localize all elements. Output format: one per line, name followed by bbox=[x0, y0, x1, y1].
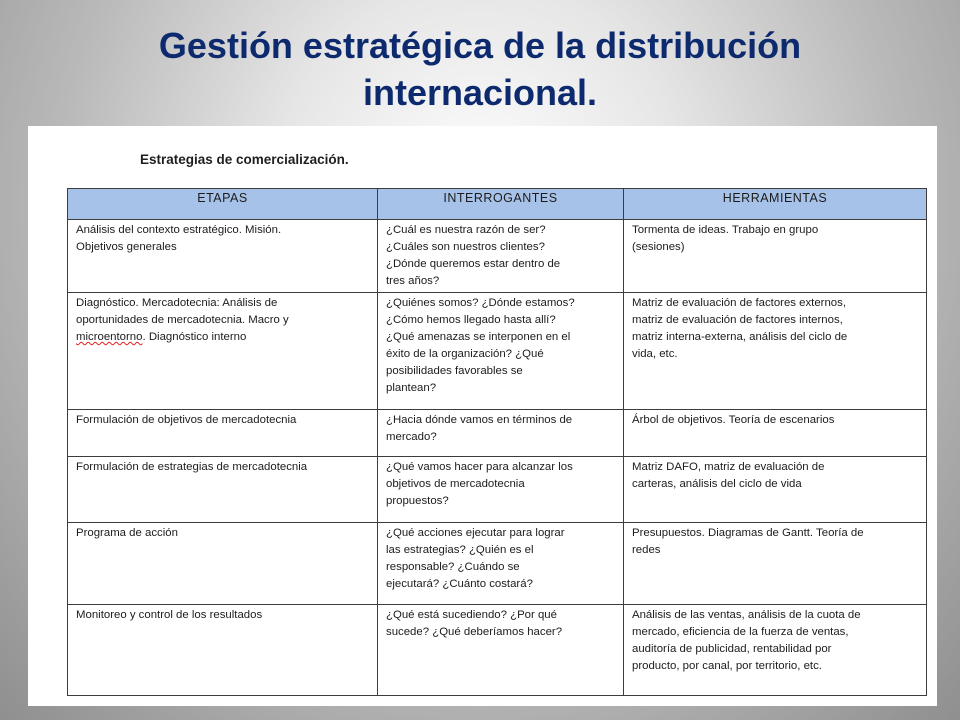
cell-text-line: plantean? bbox=[386, 382, 437, 394]
cell-etapas bbox=[68, 523, 378, 605]
cell-text-line: Presupuestos. Diagramas de Gantt. Teoría de bbox=[632, 527, 864, 539]
cell-text-line: microentorno. Diagnóstico interno bbox=[76, 331, 247, 343]
cell-interrogantes bbox=[378, 605, 624, 696]
header-herramientas: HERRAMIENTAS bbox=[624, 189, 927, 220]
cell-text-line: mercado? bbox=[386, 431, 437, 443]
cell-text-line: responsable? ¿Cuándo se bbox=[386, 561, 520, 573]
cell-interrogantes bbox=[378, 220, 624, 293]
cell-text-line: posibilidades favorables se bbox=[386, 365, 523, 377]
cell-text-line: ¿Hacia dónde vamos en términos de bbox=[386, 414, 573, 426]
cell-text-line: carteras, análisis del ciclo de vida bbox=[632, 478, 802, 490]
slide-title bbox=[0, 22, 960, 116]
header-etapas: ETAPAS bbox=[68, 189, 378, 220]
cell-text-line: Monitoreo y control de los resultados bbox=[76, 609, 263, 621]
cell-etapas bbox=[68, 605, 378, 696]
cell-text-line: objetivos de mercadotecnia bbox=[386, 478, 525, 490]
cell-text-line: las estrategias? ¿Quién es el bbox=[386, 544, 534, 556]
cell-text-line: Árbol de objetivos. Teoría de escenarios bbox=[632, 414, 835, 426]
cell-etapas bbox=[68, 293, 378, 410]
cell-text-line: Formulación de objetivos de mercadotecnia bbox=[76, 414, 297, 426]
cell-herramientas bbox=[624, 220, 927, 293]
strategy-table bbox=[67, 188, 927, 696]
cell-text-line: (sesiones) bbox=[632, 241, 685, 253]
cell-text-line: éxito de la organización? ¿Qué bbox=[386, 348, 544, 360]
cell-interrogantes bbox=[378, 457, 624, 523]
cell-text-line: Matriz de evaluación de factores externos, bbox=[632, 297, 847, 309]
cell-text-line: matriz de evaluación de factores internos, bbox=[632, 314, 843, 326]
table-row bbox=[68, 220, 927, 293]
cell-text-line: producto, por canal, por territorio, etc. bbox=[632, 660, 822, 672]
cell-text-line: sucede? ¿Qué deberíamos hacer? bbox=[386, 626, 563, 638]
cell-etapas bbox=[68, 220, 378, 293]
spellcheck-underline: microentorno bbox=[76, 331, 143, 343]
cell-text-line: propuestos? bbox=[386, 495, 449, 507]
slide-title-line-1: Gestión estratégica de la distribución bbox=[158, 25, 802, 66]
cell-text-line: Tormenta de ideas. Trabajo en grupo bbox=[632, 224, 819, 236]
section-heading: Estrategias de comercialización. bbox=[140, 152, 349, 167]
cell-text-line: Programa de acción bbox=[76, 527, 178, 539]
document-image-panel bbox=[28, 126, 937, 706]
table-row bbox=[68, 410, 927, 457]
cell-text-line: ejecutará? ¿Cuánto costará? bbox=[386, 578, 533, 590]
cell-text-line: ¿Dónde queremos estar dentro de bbox=[386, 258, 561, 270]
cell-text-line: vida, etc. bbox=[632, 348, 678, 360]
cell-text-line: ¿Qué amenazas se interponen en el bbox=[386, 331, 571, 343]
cell-text-line: ¿Qué vamos hacer para alcanzar los bbox=[386, 461, 573, 473]
cell-text-line: ¿Cuál es nuestra razón de ser? bbox=[386, 224, 546, 236]
cell-text-line: ¿Quiénes somos? ¿Dónde estamos? bbox=[386, 297, 575, 309]
table-row bbox=[68, 457, 927, 523]
cell-text-line: ¿Cómo hemos llegado hasta allí? bbox=[386, 314, 556, 326]
cell-text-line: matriz interna-externa, análisis del ciclo de bbox=[632, 331, 848, 343]
cell-interrogantes bbox=[378, 293, 624, 410]
cell-text-line: Formulación de estrategias de mercadotecnia bbox=[76, 461, 308, 473]
cell-text-line: Diagnóstico. Mercadotecnia: Análisis de bbox=[76, 297, 278, 309]
cell-text-line: ¿Qué está sucediendo? ¿Por qué bbox=[386, 609, 557, 621]
cell-interrogantes bbox=[378, 410, 624, 457]
slide-title-line-2: internacional. bbox=[362, 72, 598, 113]
header-interrogantes: INTERROGANTES bbox=[378, 189, 624, 220]
cell-text-line: auditoría de publicidad, rentabilidad por bbox=[632, 643, 832, 655]
cell-text-line: ¿Cuáles son nuestros clientes? bbox=[386, 241, 545, 253]
cell-herramientas bbox=[624, 605, 927, 696]
table-body bbox=[68, 220, 927, 696]
cell-text-line: tres años? bbox=[386, 275, 440, 287]
cell-etapas bbox=[68, 410, 378, 457]
table-header-row bbox=[68, 189, 927, 220]
cell-text-line: Objetivos generales bbox=[76, 241, 177, 253]
table-row bbox=[68, 523, 927, 605]
table-row bbox=[68, 605, 927, 696]
cell-etapas bbox=[68, 457, 378, 523]
cell-text-line: Matriz DAFO, matriz de evaluación de bbox=[632, 461, 825, 473]
cell-herramientas bbox=[624, 523, 927, 605]
cell-herramientas bbox=[624, 293, 927, 410]
cell-text-line: mercado, eficiencia de la fuerza de ventas, bbox=[632, 626, 849, 638]
cell-text-line: oportunidades de mercadotecnia. Macro y bbox=[76, 314, 289, 326]
cell-text-line: redes bbox=[632, 544, 661, 556]
cell-text-line: Análisis del contexto estratégico. Misión. bbox=[76, 224, 282, 236]
cell-herramientas bbox=[624, 457, 927, 523]
cell-herramientas bbox=[624, 410, 927, 457]
cell-text-line: Análisis de las ventas, análisis de la cuota de bbox=[632, 609, 861, 621]
cell-interrogantes bbox=[378, 523, 624, 605]
cell-text-line: ¿Qué acciones ejecutar para lograr bbox=[386, 527, 565, 539]
table-row bbox=[68, 293, 927, 410]
